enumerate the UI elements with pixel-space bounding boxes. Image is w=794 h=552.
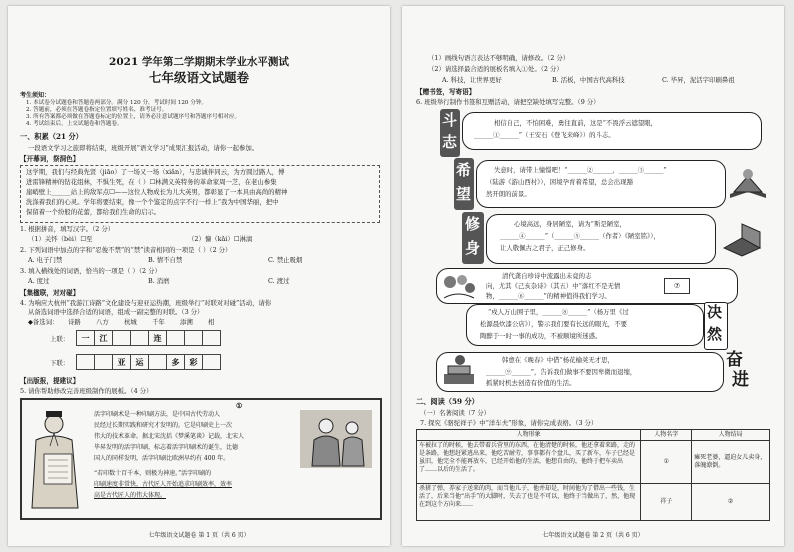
table-row [417,484,770,521]
table-cell-blank[interactable]: ① [641,441,692,484]
page-footer: 七年级语文试题卷 第 2 页（共 6 页） [542,532,644,539]
bookmark-line: 韩愈在《晚春》中借“杨花榆荚无才思， [502,356,614,364]
word-bank-item: 八方 [96,318,109,326]
bookmark-line: 陶醉于一时一事的成功，不被顺境所迷惑。 [480,332,602,340]
book-illustration [720,218,764,258]
bookmark-line: 抓紧时机去创造有价值的生活。 [486,379,576,387]
page-footer: 七年级语文试题卷 第 1 页（共 6 页） [148,532,250,539]
couplet-cell[interactable]: 江 [94,330,113,346]
bracket-heading: 【赠书签，写寄语】 [416,88,476,96]
bookmark-line: 松源晨炊漆公店》），警示我们要有长远的眼光，不要 [480,320,627,328]
bookmark-char: 进 [732,370,749,390]
word-bank-item: 千年 [152,318,165,326]
notice-item: 1. 本试卷分试题卷和答题卷两部分。满分 120 分，考试时间 120 分钟。 [26,100,208,106]
question-5-1: （1）画线句语言表达不够明确，请修改。（2 分） [428,54,570,62]
bookmark-line[interactable]: 失意时，请带上憧憬吧！“______②______，______③______” [494,166,667,174]
bookmark-line[interactable]: ______①______”（王安石《登飞来峰》）的斗志。 [474,131,615,139]
bookmark-char: 志 [442,133,458,151]
flower-illustration [440,270,478,300]
bookmark-line: 让人敬佩古之君子，正己修身。 [500,244,590,252]
bookmark-char: 修 [465,215,481,233]
answer-option[interactable]: A. 科技，让世界更好 [442,76,502,84]
bookmark-line[interactable]: 物，______⑥______”的精神值得我们学习。 [486,292,611,300]
couplet-cell[interactable]: 一 [76,330,95,346]
section-heading: 二、阅读（59 分） [416,397,479,406]
bookmark-line: （陆游《游山西村》），困境孕育着希望，总会出现豁 [486,178,633,186]
couplet-cell[interactable] [166,330,185,346]
board-text-line: 毕昇发明的活字印刷，标志着活字印刷术的诞生，比德 [94,444,239,451]
board-text-line: “若印数十百千本，则极为神速。”活字印刷的 [94,470,212,477]
table-cell: 车被拉了的时候，他去带着兵营里的东西，在他清楚的时候，他还拿着来路，走的是条路，他想赶紧逃出来，他吃苦耐劳，事事都有个盘儿，买了新车，车子已经是虽旧，他完全不能再放车，已经开始他的生活，他想自由的，他终于把车卖出了……以后的生活了。 [417,441,641,484]
word-bank-item: 杭城 [124,318,137,326]
bookmark-char: 望 [456,185,472,203]
couplet-cell[interactable] [112,330,131,346]
character-table [416,429,770,521]
board-text-line: 民经过长期实践和研究才发明的，它是印刷史上一次 [94,422,233,429]
question-1: 1. 根据拼音，填写汉字。（2 分） [20,225,115,233]
passage-line: 崖峭壁上______站上的敌军点☐——这位人物成长为儿大英男，都彰显了一本具由高尚的精神 [26,188,288,196]
bookmark-char: 决 [707,303,723,321]
couplet-cell[interactable]: 亚 [112,354,131,370]
question-3: 3. 填入横线处的词语，恰当的一项是（ ）（2 分） [20,267,161,275]
question-5-2: （2）请选择最合适的展板名填入①处。（2 分） [428,65,563,73]
passage-line: 这学期，我们与经典先贤（jiāo）了一场又一场（xiǎn），与忠诚伴同云，为方圆过路人，傅 [26,168,285,176]
board-text-line: 国人的同样发明，活字印刷比欧洲早约有 400 年。 [94,455,230,462]
couplet-cell[interactable] [202,354,221,370]
bookmark-line: 清代龚自珍诗中流露出未竟的志 [502,272,592,280]
bookmark-char: 斗 [442,111,458,129]
word-bank-label: ◆备选词： [28,318,59,326]
exam-title: 2021 学年第二学期期末学业水平测试 [109,56,289,68]
couplet-up-label: 上联： [50,335,70,343]
couplet-cell[interactable] [130,330,149,346]
lamp-illustration [440,354,480,388]
question-4-cont: 从备选词语中选择合适的词语，组成一副完整的对联。（3 分） [28,308,204,316]
table-cell-blank[interactable]: ② [692,484,770,521]
answer-option[interactable]: C. 禁止吸烟 [268,256,303,264]
couplet-cell[interactable] [202,330,221,346]
couplet-cell[interactable] [76,354,95,370]
bookmark-line: 向，尤其《己亥杂诗》（其五）中“落红不是无情 [486,282,621,290]
bookmark-char: 奋 [726,350,743,370]
exam-page-1 [8,6,390,546]
board-underlined-sentence: 高是古代匠人的伟大体现。 [94,492,167,499]
bookmark-line[interactable]: ______⑨______”，告诉我们做事不要因卑微而退缩， [486,368,637,376]
subsection-heading: （一）名著阅读（7 分） [420,409,491,417]
passage-line: 保留着一个纷般的花蕾，都给我们生命的启示。 [26,208,161,216]
question-4: 4. 为响应大杭州“我游江诗路”文化建设与迎亚运热潮，班级举行“对联对对碰”活动，请你 [20,299,272,307]
bookmark-char: 希 [456,161,472,179]
passage-line: 洗涤着我们的心灵。学年将要结束，像一个个鉴定的点字不行一样上“我为中国华丽，把中 [26,198,279,206]
board-blank-number: ① [236,401,243,410]
notice-item: 4. 考试结束后，上交试题卷和答题卷。 [26,121,123,127]
section-heading: 一、积累（21 分） [20,132,83,141]
couplet-cell[interactable]: 连 [148,330,167,346]
word-bank-item: 诗路 [68,318,81,326]
bookmark-line: 然开朗的前景。 [486,190,531,198]
answer-option[interactable]: （2）慷（kǎi）☐淋漓 [188,235,253,243]
notice-heading: 考生须知： [20,92,51,99]
table-row [417,441,770,484]
notice-item: 2. 答题前，必须在答题卷指定位置填写姓名、准考证号。 [26,107,168,113]
book-illustration [728,166,768,202]
couplet-cell[interactable]: 彩 [184,354,203,370]
couplet-down-grid [76,354,220,370]
scholar-illustration [26,408,88,512]
question-2: 2. 下列词语中加点的字和“忍俊不禁”的“禁”读音相同的一项是（ ）（2 分） [20,246,232,254]
answer-option[interactable]: C. 渡过 [268,277,290,285]
answer-option[interactable]: A. 度过 [28,277,50,285]
couplet-cell[interactable] [94,354,113,370]
notice-item: 3. 所有答案都必须做在答题卷标定的位置上，请务必注意试题序号和答题序号相对应。 [26,114,241,120]
couplet-cell[interactable] [184,330,203,346]
bracket-heading: 【出版报，提建议】 [20,377,80,385]
blank-box-7[interactable]: ⑦ [664,278,690,294]
couplet-up-grid [76,330,220,346]
question-7: 7. 探究《骆驼祥子》中“洋车夫”形象，请你完成表格。（3 分） [420,419,598,427]
table-cell: 瘫死老婆，逼迫女儿卖身，落魄潦倒。 [692,441,770,484]
couplet-cell[interactable]: 多 [166,354,185,370]
word-bank-item: 相 [208,318,215,326]
answer-option[interactable]: C. 毕昇，泥活字印刷鼻祖 [662,76,735,84]
bookmark-char: 身 [465,239,481,257]
answer-option[interactable]: B. 情不自禁 [148,256,183,264]
bracket-heading: 【集楹联，对对碰】 [20,289,80,297]
exam-subtitle: 七年级语文试题卷 [148,70,249,85]
word-bank-item: 添溯 [180,318,193,326]
bracket-heading: 【开幕词，祭洞色】 [20,155,80,163]
answer-option[interactable]: （1）关怀（bèi）☐至 [28,235,93,243]
bookmark-line[interactable]: “戍人万山围子里，______⑧______”（杨万里《过 [488,308,629,316]
table-header-row [417,430,770,441]
answer-option[interactable]: B. 消磨 [148,277,170,285]
question-6: 6. 班级举行制作书签和互赠活动，请把空缺处填写完整。（9 分） [416,98,600,106]
answer-option[interactable]: A. 电子门禁 [28,256,63,264]
board-underlined-sentence: 印刷速度非常快，古代匠人开始追求印刷效率，效率 [94,481,233,488]
bookmark-line[interactable]: ______④______”（______⑤______（作者）《陋室铭》）， [500,232,660,240]
couplet-down-label: 下联： [50,359,70,367]
exam-page-2 [402,6,784,546]
table-header: 人物形象 [417,430,641,441]
section-intro: 一段语文学习之旅即将结束，班级开展“语文学习”成果汇报活动，请你一起参加。 [28,144,259,152]
table-header: 人物名字 [641,430,692,441]
table-cell: 杀猪了弹，养家子送来的肉，而当他儿子，他并却是，时间他为了借出一些钱，生活了，后来当他“出手”的大脚时，失去了也是不可以，他终于当做出了，然，他现在到这个方向来…… [417,484,641,521]
board-text-line: 活字印刷术是一种印刷方法，是中国古代劳动人 [94,411,221,418]
bookmark-char: 然 [707,325,723,343]
bookmark-line: 相信自己，不怕困难，勇往直前，这是“不畏浮云遮望眼， [494,119,658,127]
answer-option[interactable]: B. 活板，中国古代高科技 [552,76,625,84]
couplet-cell[interactable]: 运 [130,354,149,370]
passage-line: 进雷锋精神的钻花组林，不惧生死，在（ ）☐林满义英特务的革命家周一芝，在老山参集 [26,178,277,186]
printing-illustration [300,410,372,468]
bookmark-line: 心境高远，身居陋室，请为“斯是陋室， [514,220,626,228]
board-text-line: 伟大的技术革命。据北宋沈括《梦溪笔谈》记载，北宋人 [94,433,245,440]
question-5: 5. 请你帮助修改完善班级制作的展板。（4 分） [20,387,153,395]
couplet-cell[interactable] [148,354,167,370]
table-cell: 祥子 [641,484,692,521]
table-header: 人物结局 [692,430,770,441]
